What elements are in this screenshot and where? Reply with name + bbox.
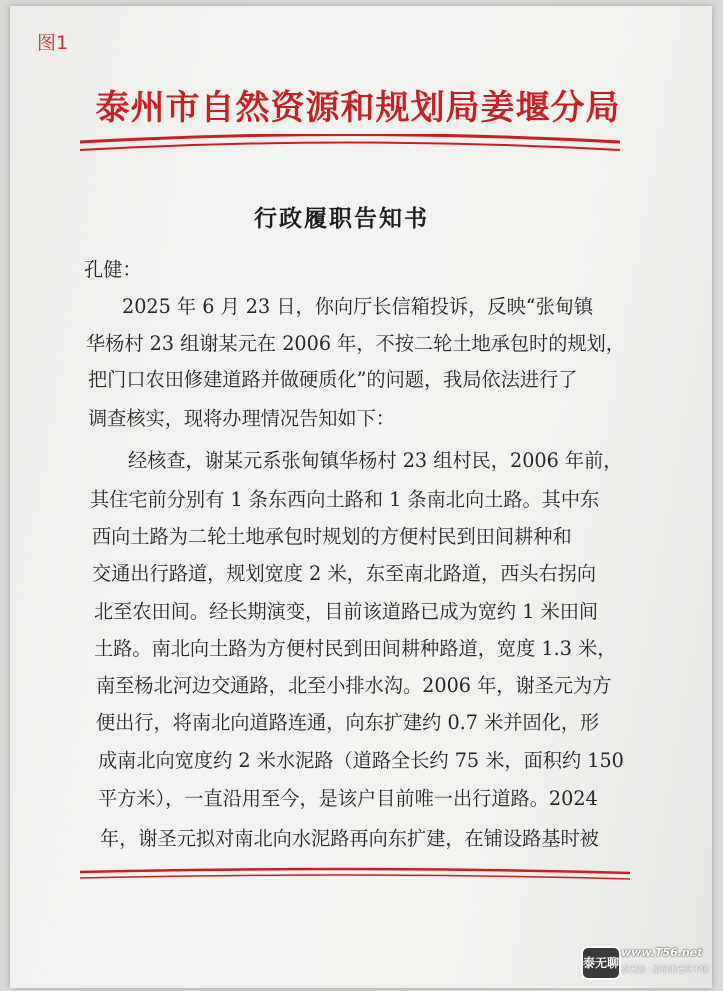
bottom-red-rule xyxy=(80,866,630,888)
body-line: 调查核实，现将办理情况告知如下： xyxy=(88,407,395,430)
watermark-logo: 泰无聊 xyxy=(581,946,621,980)
body-line: 2025 年 6 月 23 日，你向厅长信箱投诉，反映“张甸镇 xyxy=(122,295,594,318)
body-line: 南至杨北河边交通路，北至小排水沟。2006 年，谢圣元为方 xyxy=(96,674,612,697)
watermark-url: www.T56.net xyxy=(621,946,703,959)
watermark xyxy=(581,944,721,984)
document-title: 行政履职告知书 xyxy=(254,205,429,232)
watermark-tagline: 泰无聊 · 泰州事无所不聊 xyxy=(621,965,709,974)
salutation: 孔健： xyxy=(84,258,142,281)
body-line: 其住宅前分别有 1 条东西向土路和 1 条南北向土路。其中东 xyxy=(90,488,600,511)
body-line: 西向土路为二轮土地承包时规划的方便村民到田间耕种和 xyxy=(92,525,572,548)
letterhead-red-rule xyxy=(80,134,620,164)
body-line: 成南北向宽度约 2 米水泥路（道路全长约 75 米，面积约 150 xyxy=(98,749,624,772)
figure-label: 图1 xyxy=(37,32,69,54)
body-line: 年，谢圣元拟对南北向水泥路再向东扩建，在铺设路基时被 xyxy=(100,827,599,850)
body-line: 土路。南北向土路为方便村民到田间耕种路道，宽度 1.3 米， xyxy=(94,637,617,660)
body-line: 经核查，谢某元系张甸镇华杨村 23 组村民，2006 年前， xyxy=(128,449,623,472)
body-line: 把门口农田修建道路并做硬质化”的问题，我局依法进行了 xyxy=(88,368,578,391)
body-line: 平方米），一直沿用至今，是该户目前唯一出行道路。2024 xyxy=(98,787,598,810)
body-line: 北至农田间。经长期演变，目前该道路已成为宽约 1 米田间 xyxy=(94,600,599,623)
letterhead-organization: 泰州市自然资源和规划局姜堰分局 xyxy=(95,88,621,128)
body-line: 交通出行路道，规划宽度 2 米，东至南北路道，西头右拐向 xyxy=(92,562,597,585)
body-line: 华杨村 23 组谢某元在 2006 年，不按二轮土地承包时的规划， xyxy=(86,332,625,355)
body-line: 便出行，将南北向道路连通，向东扩建约 0.7 米并固化，形 xyxy=(96,711,600,734)
